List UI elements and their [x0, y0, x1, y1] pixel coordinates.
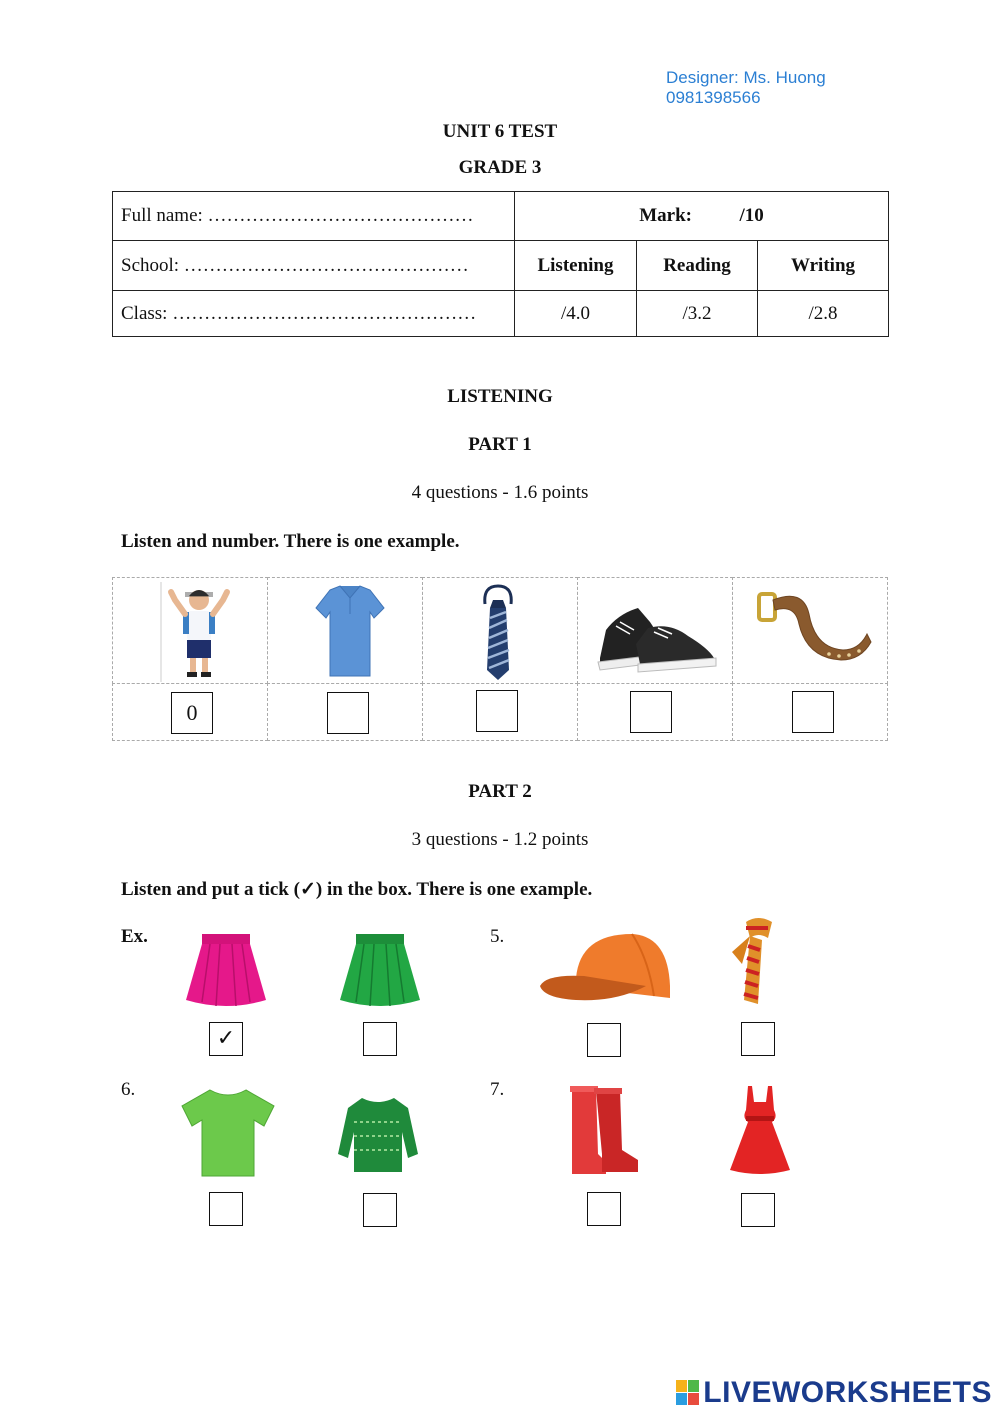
- section-listening: LISTENING: [447, 386, 553, 407]
- green-sweater-icon: [332, 1092, 424, 1176]
- tickbox-q6-sweater[interactable]: [363, 1193, 397, 1227]
- part2-instruction: Listen and put a tick (✓) in the box. There is one example.: [121, 879, 593, 900]
- belt-icon: [733, 578, 889, 685]
- school-field[interactable]: School: ………………………………………: [113, 241, 515, 291]
- pink-skirt-icon: [180, 930, 272, 1010]
- designer-credit: [666, 68, 826, 108]
- col-reading: Reading: [637, 241, 758, 291]
- score-listening: /4.0: [515, 291, 637, 337]
- question-6-label: 6.: [121, 1079, 136, 1100]
- part2-subtitle: 3 questions - 1.2 points: [411, 829, 589, 850]
- tickbox-q5-cap[interactable]: [587, 1023, 621, 1057]
- red-dress-icon: [724, 1082, 796, 1178]
- answer-box-4[interactable]: [792, 691, 834, 733]
- red-boots-icon: [562, 1084, 646, 1180]
- mark-label: Mark:: [639, 205, 692, 226]
- cell-polo: [267, 577, 423, 684]
- test-title: UNIT 6 TEST: [442, 121, 558, 142]
- tickbox-q7-dress[interactable]: [741, 1193, 775, 1227]
- liveworksheets-logo: [675, 1376, 992, 1410]
- designer-phone: 0981398566: [666, 88, 761, 107]
- answer-box-example: 0: [171, 692, 213, 734]
- part2-title: PART 2: [468, 781, 532, 802]
- cell-answer-4: [732, 683, 888, 741]
- col-writing: Writing: [758, 241, 889, 291]
- tickbox-q5-scarf[interactable]: [741, 1022, 775, 1056]
- tickbox-q6-tshirt[interactable]: [209, 1192, 243, 1226]
- designer-name: Designer: Ms. Huong: [666, 68, 826, 87]
- cell-answer-1: [267, 683, 423, 741]
- tickbox-example-green-skirt: [363, 1022, 397, 1056]
- cell-tie: [422, 577, 578, 684]
- green-tshirt-icon: [176, 1084, 280, 1180]
- part1-title: PART 1: [468, 434, 532, 455]
- answer-box-3[interactable]: [630, 691, 672, 733]
- polo-shirt-icon: [268, 578, 424, 685]
- liveworksheets-mark-icon: [675, 1379, 701, 1407]
- example-label: Ex.: [121, 926, 148, 947]
- part1-subtitle: 4 questions - 1.6 points: [411, 482, 589, 503]
- cell-answer-3: [577, 683, 733, 741]
- mark-cell: [515, 192, 889, 241]
- boy-backpack-icon: [113, 578, 269, 685]
- logo-text: LIVEWORKSHEETS: [703, 1376, 992, 1409]
- full-name-field[interactable]: Full name: ……………………………………: [113, 192, 515, 241]
- green-skirt-icon: [334, 930, 426, 1010]
- col-listening: Listening: [515, 241, 637, 291]
- question-7-label: 7.: [490, 1079, 505, 1100]
- tickbox-example-pink-skirt: ✓: [209, 1022, 243, 1056]
- mark-value: /10: [739, 205, 764, 226]
- answer-box-1[interactable]: [327, 692, 369, 734]
- tickbox-q7-boots[interactable]: [587, 1192, 621, 1226]
- student-info-table: [112, 191, 889, 337]
- tie-icon: [423, 578, 579, 685]
- sneakers-icon: [578, 578, 734, 685]
- grade-title: GRADE 3: [458, 157, 542, 178]
- score-writing: /2.8: [758, 291, 889, 337]
- cell-answer-2: [422, 683, 578, 741]
- answer-box-2[interactable]: [476, 690, 518, 732]
- orange-cap-icon: [536, 928, 676, 1014]
- score-reading: /3.2: [637, 291, 758, 337]
- part1-grid: [112, 577, 888, 741]
- part1-instruction: Listen and number. There is one example.: [121, 531, 460, 552]
- question-5-label: 5.: [490, 926, 505, 947]
- cell-answer-0: [112, 683, 268, 741]
- scarf-icon: [728, 912, 788, 1008]
- cell-boy: [112, 577, 268, 684]
- cell-belt: [732, 577, 888, 684]
- class-field[interactable]: Class: …………………………………………: [113, 291, 515, 337]
- cell-sneakers: [577, 577, 733, 684]
